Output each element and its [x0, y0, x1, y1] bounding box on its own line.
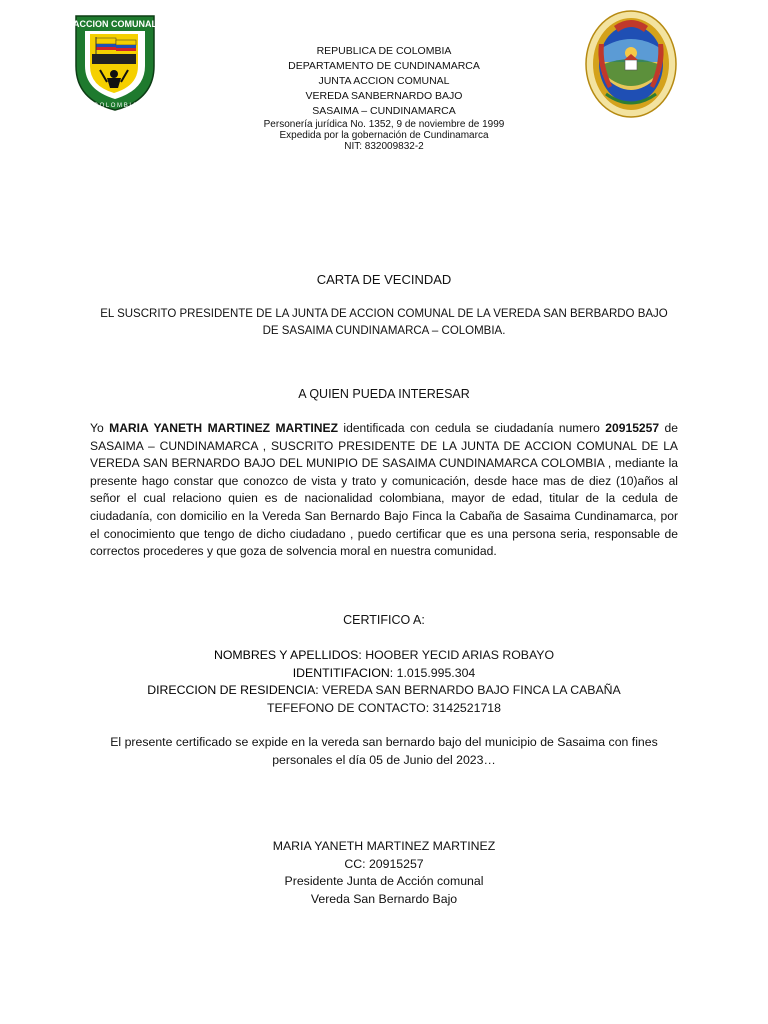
signature-role: Presidente Junta de Acción comunal: [284, 874, 484, 888]
names-label: NOMBRES Y APELLIDOS:: [213, 648, 362, 662]
certifico-block: [0, 647, 768, 717]
body-paragraph: [90, 420, 678, 561]
header-organization: JUNTA ACCION COMUNAL: [318, 75, 450, 87]
document-header: [150, 44, 618, 152]
closing-paragraph: El presente certificado se expide en la vereda san bernardo bajo del municipio de Sasaima con fines personales el día 05 de Junio del 2023…: [110, 735, 658, 767]
header-municipality: SASAIMA – CUNDINAMARCA: [312, 105, 456, 117]
signature-block: [0, 838, 768, 908]
svg-text:ACCION COMUNAL: ACCION COMUNAL: [74, 19, 156, 29]
body-lead: Yo: [90, 421, 110, 435]
names-row: [0, 647, 768, 665]
header-department: DEPARTAMENTO DE CUNDINAMARCA: [288, 60, 480, 72]
header-issued-by: Expedida por la gobernación de Cundinamarca: [279, 130, 489, 141]
certifico-title: CERTIFICO A:: [343, 613, 425, 627]
address-row: [0, 682, 768, 700]
greeting: A QUIEN PUEDA INTERESAR: [298, 387, 470, 401]
names-value: HOOBER YECID ARIAS ROBAYO: [361, 648, 555, 662]
header-legal-status: Personería jurídica No. 1352, 9 de noviembre de 1999: [263, 119, 505, 130]
address-value: VEREDA SAN BERNARDO BAJO FINCA LA CABAÑA: [318, 683, 621, 697]
header-country: REPUBLICA DE COLOMBIA: [316, 45, 452, 57]
signature-place: Vereda San Bernardo Bajo: [310, 891, 458, 906]
header-vereda: VEREDA SANBERNARDO BAJO: [305, 90, 463, 102]
body-cedula: 20915257: [605, 421, 660, 435]
body-president-name: MARIA YANETH MARTINEZ MARTINEZ: [109, 421, 338, 435]
address-label: DIRECCION DE RESIDENCIA:: [147, 683, 319, 697]
header-nit: NIT: 832009832-2: [344, 141, 424, 152]
document-title: CARTA DE VECINDAD: [316, 272, 452, 287]
signature-name: MARIA YANETH MARTINEZ MARTINEZ: [272, 839, 496, 853]
signature-cc: CC: 20915257: [344, 856, 424, 871]
body-rest: de SASAIMA – CUNDINAMARCA , SUSCRITO PRESIDENTE DE LA JUNTA DE ACCION COMUNAL DE LA VEREDA SAN BERNARDO BAJO DEL MUNIPIO DE SASAIMA CUNDINAMARCA COLOMBIA , mediante la presente hago constar que conozco de vista y trato y comunicación, desde hace mas de diez (10)años al señor el cual relaciono quien es de nacionalidad colombiana, mayor de edad, titular de la cedula de ciudadanía, con domicilio en la Vereda San Bernardo Bajo Finca la Cabaña de Sasaima Cundinamarca, por el conocimiento que tengo de dicho ciudadano , puedo certificar que es una persona seria, responsable de correctos procederes y que goza de solvencia moral en nuestra comunidad.: [90, 421, 678, 559]
svg-text:C O L O M B I A: C O L O M B I A: [93, 103, 137, 109]
phone-row: TEFEFONO DE CONTACTO: 3142521718: [267, 700, 501, 715]
id-label: IDENTITIFACION:: [292, 665, 394, 680]
accion-comunal-logo: [74, 14, 156, 112]
id-value: 1.015.995.304: [393, 665, 476, 680]
body-mid: identificada con cedula se ciudadanía numero: [337, 421, 606, 435]
document-subtitle: EL SUSCRITO PRESIDENTE DE LA JUNTA DE ACCION COMUNAL DE LA VEREDA SAN BERBARDO BAJO DE SASAIMA CUNDINAMARCA – COLOMBIA.: [100, 308, 668, 337]
id-row: [0, 665, 768, 683]
